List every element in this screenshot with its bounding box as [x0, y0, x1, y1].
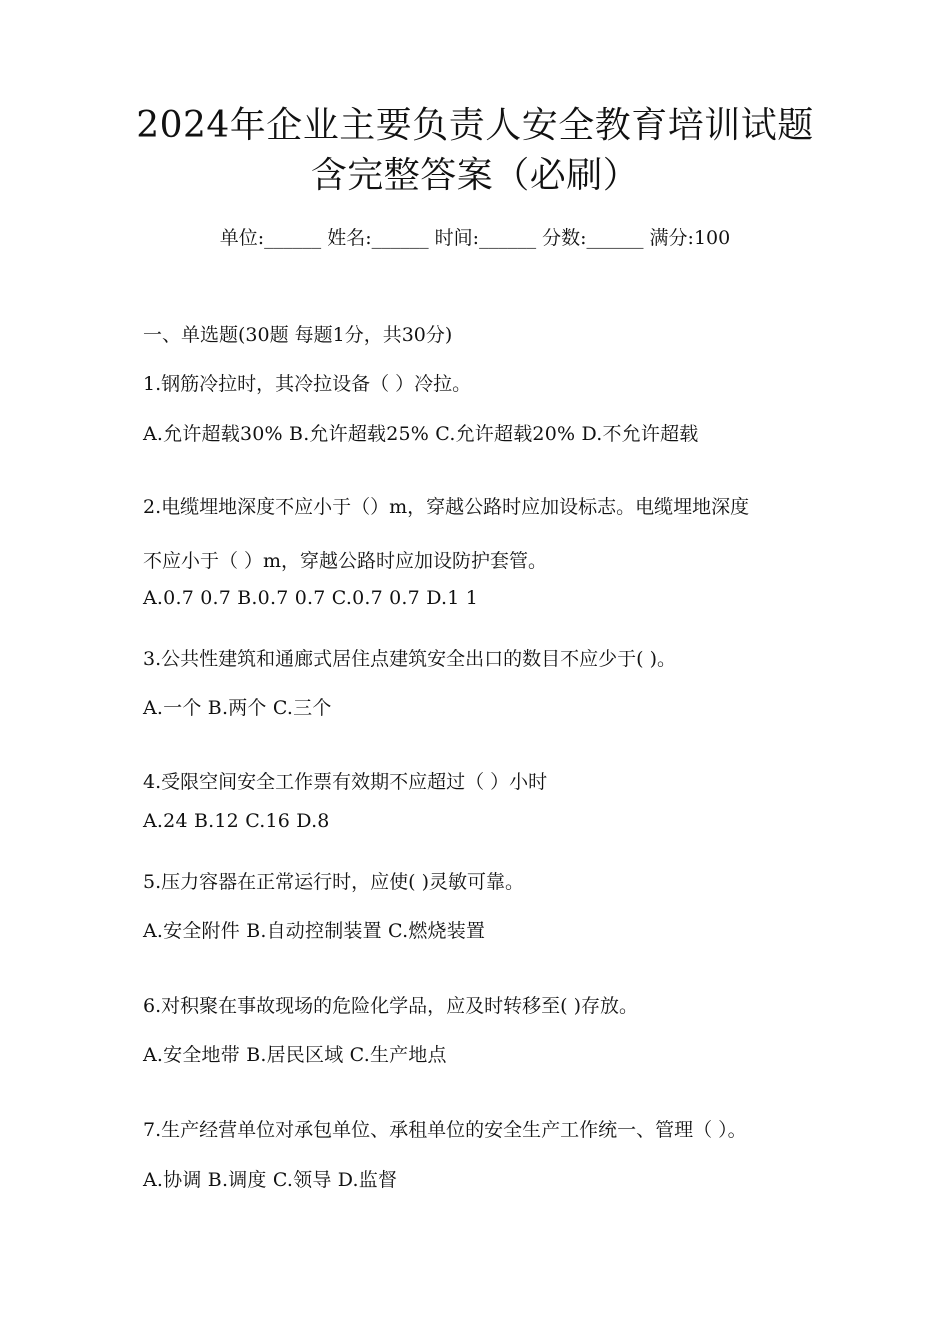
question-5-options: A.安全附件 B.自动控制装置 C.燃烧装置	[143, 920, 486, 942]
document-title-line-1: 2024年企业主要负责人安全教育培训试题	[136, 105, 814, 146]
question-4: 4.受限空间安全工作票有效期不应超过（ ）小时	[143, 771, 548, 793]
question-3-options: A.一个 B.两个 C.三个	[143, 697, 332, 719]
question-6: 6.对积聚在事故现场的危险化学品，应及时转移至( )存放。	[143, 995, 638, 1017]
question-2-options: A.0.7 0.7 B.0.7 0.7 C.0.7 0.7 D.1 1	[143, 587, 479, 609]
question-2: 2.电缆埋地深度不应小于（）m，穿越公路时应加设标志。电缆埋地深度	[143, 496, 750, 518]
question-1-options: A.允许超载30% B.允许超载25% C.允许超载20% D.不允许超载	[143, 423, 699, 445]
exam-info-line: 单位:______ 姓名:______ 时间:______ 分数:______ 满分:100	[219, 227, 731, 249]
section-heading: 一、单选题(30题 每题1分，共30分)	[143, 324, 453, 346]
question-7: 7.生产经营单位对承包单位、承租单位的安全生产工作统一、管理（ ）。	[143, 1119, 747, 1141]
question-1: 1.钢筋冷拉时，其冷拉设备（ ）冷拉。	[143, 373, 472, 395]
question-7-options: A.协调 B.调度 C.领导 D.监督	[143, 1169, 398, 1191]
question-4-options: A.24 B.12 C.16 D.8	[143, 810, 330, 832]
question-3: 3.公共性建筑和通廊式居住点建筑安全出口的数目不应少于( )。	[143, 648, 676, 670]
document-title-line-2: 含完整答案（必刷）	[310, 155, 640, 196]
question-6-options: A.安全地带 B.居民区域 C.生产地点	[143, 1044, 447, 1066]
question-5: 5.压力容器在正常运行时，应使( )灵敏可靠。	[143, 871, 524, 893]
question-2-continued: 不应小于（ ）m，穿越公路时应加设防护套管。	[143, 550, 548, 572]
